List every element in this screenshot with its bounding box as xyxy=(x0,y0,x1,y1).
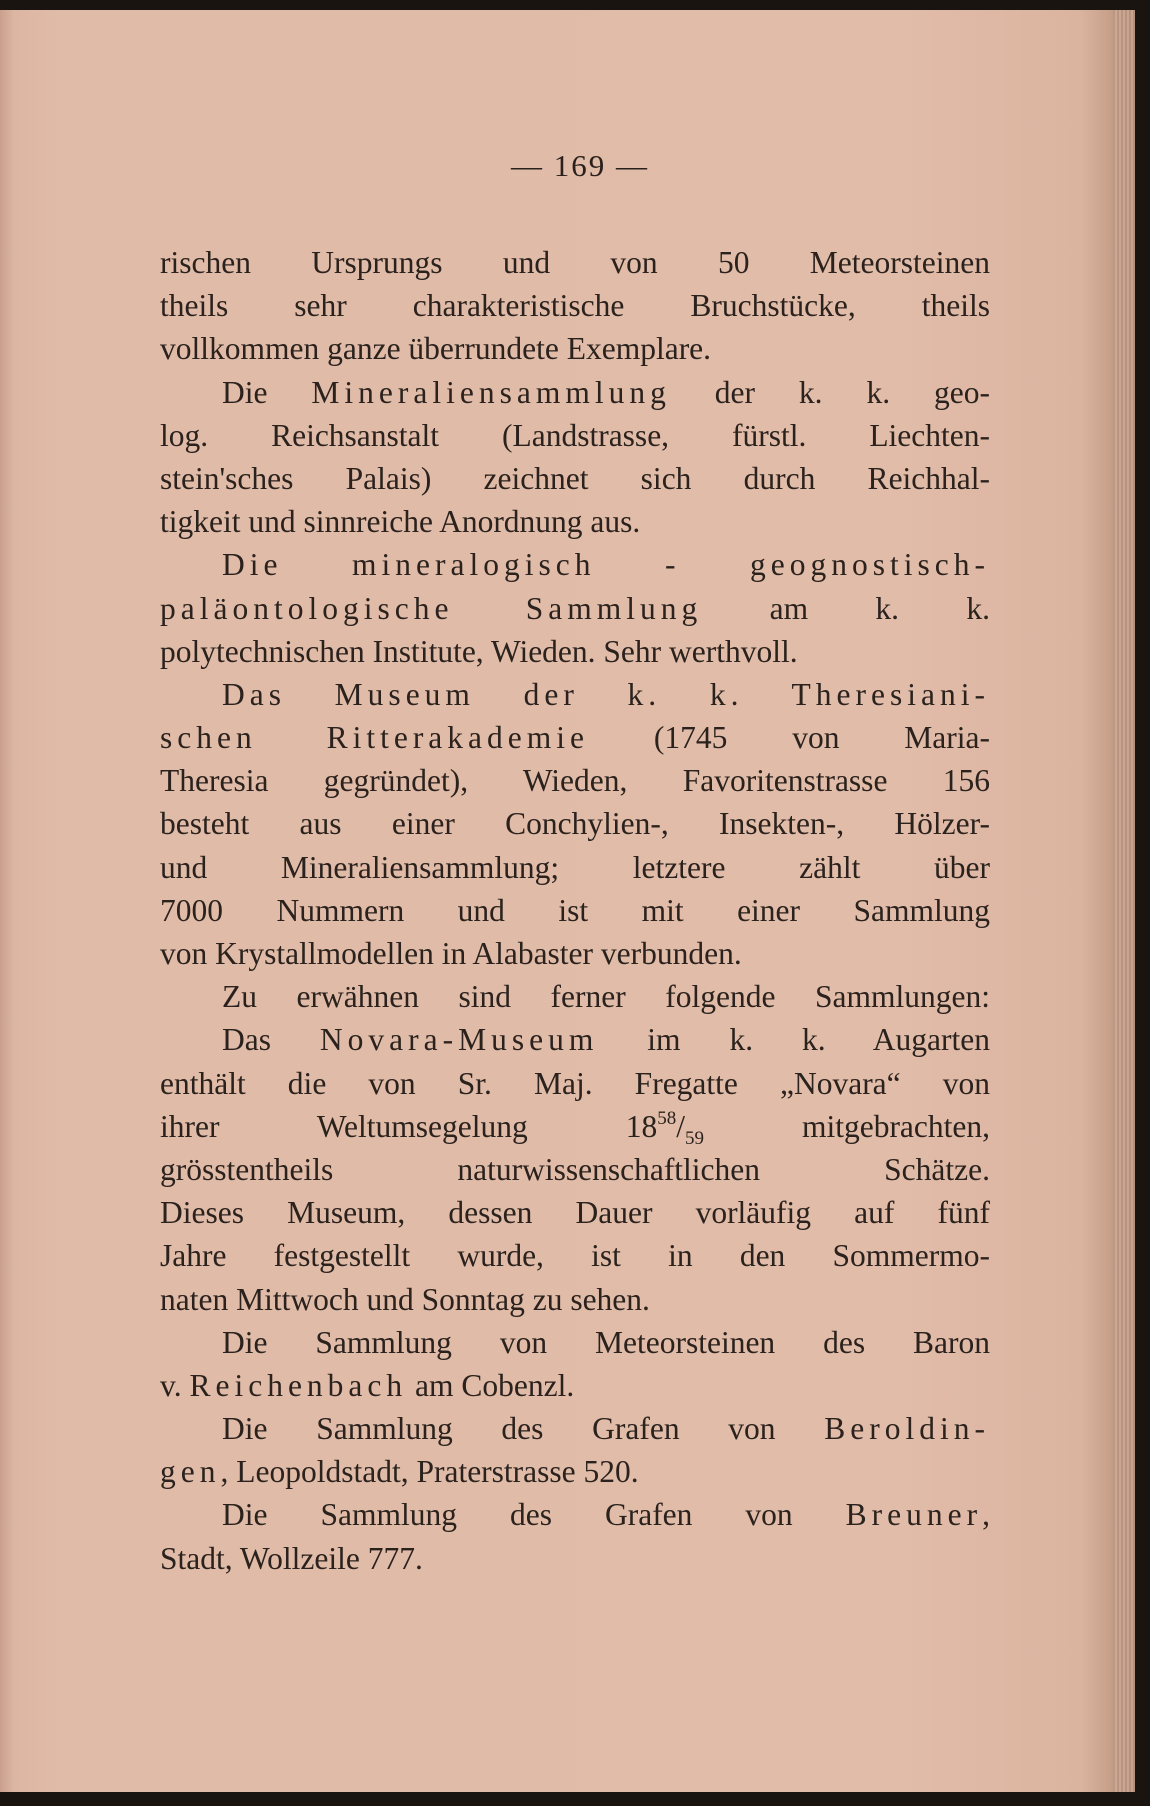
text-line xyxy=(160,802,990,845)
text-line xyxy=(160,1493,990,1536)
spaced-emphasis: Die mineralogisch - geognostisch- xyxy=(222,547,990,583)
book-page xyxy=(0,10,1135,1792)
spaced-emphasis: Novara-Museum xyxy=(319,1022,599,1058)
text-line xyxy=(160,284,990,327)
text-line xyxy=(160,1105,990,1148)
text-line xyxy=(160,1321,990,1364)
text-segment: Die xyxy=(222,374,312,410)
text-line xyxy=(160,975,990,1018)
text-segment: , Leopoldstadt, Praterstrasse 520. xyxy=(220,1454,639,1490)
text-line xyxy=(160,716,990,759)
text-segment: Dieses Museum, dessen Dauer vorläufig auf fünf xyxy=(160,1195,990,1231)
text-line xyxy=(160,327,990,370)
text-segment: 59 xyxy=(685,1127,704,1149)
body-text xyxy=(160,241,990,1580)
text-line xyxy=(160,1148,990,1191)
text-segment: am k. k. xyxy=(702,590,990,626)
text-segment: Die Sammlung des Grafen von xyxy=(222,1497,846,1533)
text-segment: theils sehr charakteristische Bruchstücke, theils xyxy=(160,288,990,324)
text-line xyxy=(160,1018,990,1061)
text-line xyxy=(160,414,990,457)
text-line xyxy=(160,673,990,716)
spaced-emphasis: paläontologische Sammlung xyxy=(160,590,703,626)
text-line xyxy=(160,500,990,543)
text-line xyxy=(160,630,990,673)
text-segment: log. Reichsanstalt (Landstrasse, fürstl. Liechten- xyxy=(160,417,990,453)
text-segment: Die Sammlung von Meteorsteinen des Baron xyxy=(222,1324,990,1360)
text-segment: naten Mittwoch und Sonntag zu sehen. xyxy=(160,1281,650,1317)
text-segment: Stadt, Wollzeile 777. xyxy=(160,1540,423,1576)
text-line xyxy=(160,1364,990,1407)
text-line xyxy=(160,1537,990,1580)
spaced-emphasis: gen xyxy=(160,1454,221,1490)
text-segment: enthält die von Sr. Maj. Fregatte „Novara“ von xyxy=(160,1065,990,1101)
text-line xyxy=(160,889,990,932)
spaced-emphasis: Beroldin- xyxy=(824,1411,990,1447)
text-segment: Theresia gegründet), Wieden, Favoritenstrasse 156 xyxy=(160,763,990,799)
text-segment: der k. k. geo- xyxy=(670,374,990,410)
spaced-emphasis: Mineraliensammlung xyxy=(311,374,671,410)
page-number: — 169 — xyxy=(511,148,649,183)
text-segment: v. xyxy=(160,1367,190,1403)
text-segment: 7000 Nummern und ist mit einer Sammlung xyxy=(160,892,990,928)
text-line xyxy=(160,1450,990,1493)
text-segment: und Mineraliensammlung; letztere zählt über xyxy=(160,849,990,885)
spaced-emphasis: Das Museum der k. k. Theresiani- xyxy=(222,676,990,712)
text-line xyxy=(160,371,990,414)
text-line xyxy=(160,241,990,284)
text-line xyxy=(160,1278,990,1321)
spaced-emphasis: schen Ritterakademie xyxy=(160,720,589,756)
text-segment: Zu erwähnen sind ferner folgende Sammlungen: xyxy=(222,979,990,1015)
text-segment: von Krystallmodellen in Alabaster verbunden. xyxy=(160,936,742,971)
text-line xyxy=(160,543,990,586)
text-segment: vollkommen ganze überrundete Exemplare. xyxy=(160,331,712,367)
text-line xyxy=(160,846,990,889)
text-line xyxy=(160,1234,990,1277)
text-segment: stein'sches Palais) zeichnet sich durch Reichhal- xyxy=(160,460,990,496)
text-line xyxy=(160,759,990,802)
text-line xyxy=(160,1407,990,1450)
text-segment: / xyxy=(676,1108,685,1144)
text-segment: tigkeit und sinnreiche Anordnung aus. xyxy=(160,504,641,540)
text-segment: Die Sammlung des Grafen von xyxy=(222,1411,825,1447)
text-segment: grösstentheils naturwissenschaftlichen Schätze. xyxy=(160,1151,990,1187)
spaced-emphasis: Reichenbach xyxy=(189,1367,408,1403)
text-segment: rischen Ursprungs und von 50 Meteorsteinen xyxy=(160,245,990,280)
text-segment: (1745 von Maria- xyxy=(589,720,990,756)
text-segment: , xyxy=(982,1497,990,1533)
text-line xyxy=(160,932,990,975)
text-segment: Das xyxy=(222,1022,320,1058)
text-segment: ihrer Weltumsegelung 18 xyxy=(160,1108,658,1144)
text-line xyxy=(160,1191,990,1234)
text-segment: 58 xyxy=(657,1107,677,1129)
text-segment: im k. k. Augarten xyxy=(598,1022,990,1058)
text-line xyxy=(160,457,990,500)
text-segment: Jahre festgestellt wurde, ist in den Sommermo- xyxy=(160,1238,990,1274)
text-segment: mitgebrachten, xyxy=(704,1108,991,1144)
text-segment: besteht aus einer Conchylien-, Insekten-, Hölzer- xyxy=(160,806,990,842)
spaced-emphasis: Breuner xyxy=(845,1497,983,1533)
text-line xyxy=(160,587,990,630)
text-segment: am Cobenzl. xyxy=(407,1367,575,1403)
text-line xyxy=(160,1062,990,1105)
text-segment: polytechnischen Institute, Wieden. Sehr werthvoll. xyxy=(160,633,798,669)
